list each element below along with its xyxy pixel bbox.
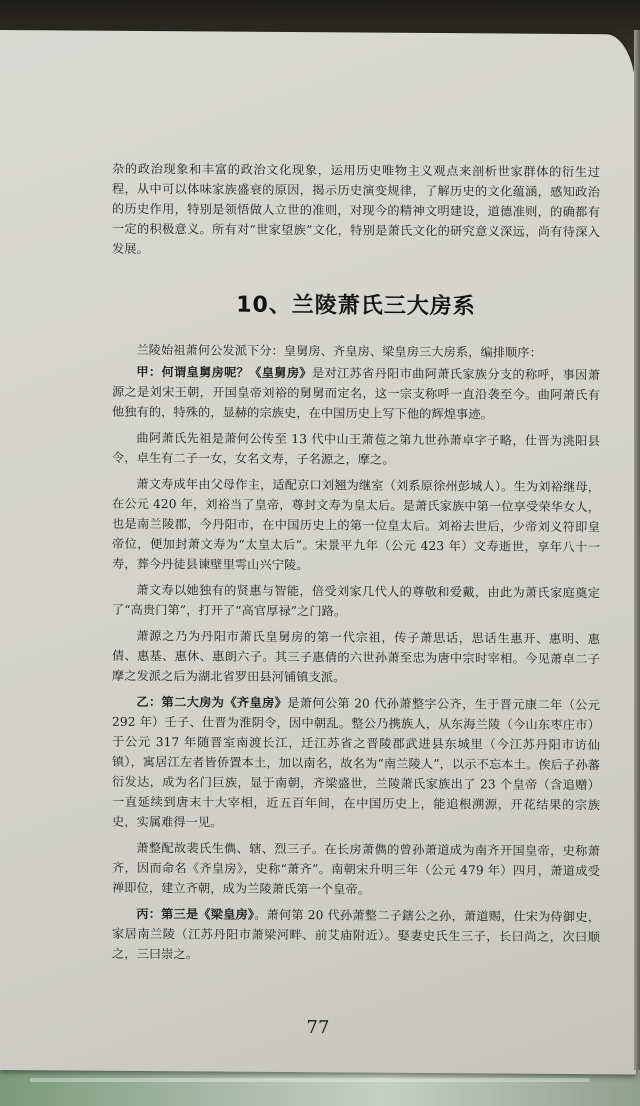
- body-paragraph: 丙：第三是《梁皇房》。萧何第 20 代孙萧整二子鎋公之孙，萧道赐，仕宋为侍御史，家居南兰陵（江苏丹阳市萧梁河畔、前艾庙附近）。娶妻史氏生三子，长曰尚之，次曰顺之，三曰崇之。: [112, 906, 600, 962]
- intro-paragraph-block: [112, 159, 600, 262]
- body-paragraph: 乙：第二大房为《齐皇房》是萧何公第 20 代孙萧整字公齐，生于晋元康二年（公元 292 年）壬子、仕晋为淮阴令，因中朝乱。整公乃携族人，从东海兰陵（今山东枣庄市）于公元 317 年随晋室南渡长江，迁江苏省之晋陵郡武进县东城里（今江苏丹阳市访仙镇），寓居江左者皆侨置本土，加以南名，故名为“南兰陵人”，以示不忘本土。俟后子孙蕃衍发达，成为名门巨族，显于南朝，齐梁盛世，兰陵萧氏家族出了 23 个皇帝（含追赠）一直延续到唐末十大宰相，近五百年间，在中国历史上，能追根溯源，开花结果的宗族史，实属难得一见。: [112, 694, 600, 830]
- surface-highlight: [30, 1078, 590, 1082]
- body-paragraph: 兰陵始祖萧何公发派下分：皇舅房、齐皇房、梁皇房三大房系，编排顺序：: [136, 342, 542, 360]
- body-paragraph: 萧文寿成年由父母作主，适配京口刘翘为继室（刘系原徐州彭城人）。生为刘裕继母，在公元 420 年，刘裕当了皇帝，尊封文寿为皇太后。是萧氏家族中第一位享受荣华女人，也是南兰陵郡，今丹阳市，在中国历史上的第一位皇太后。刘裕去世后，少帝刘义符即皇帝位，便加封萧文寿为“太皇太后”。宋景平九年（公元 423 年）文寿逝世，享年八十一寿，葬今丹徒县谏壁里雩山兴宁陵。: [112, 476, 600, 573]
- body-paragraph: 萧整配故裴氏生儁、辖、烈三子。在长房萧儁的曾孙萧道成为南齐开国皇帝，史称萧齐，因而命名《齐皇房》，史称“萧齐”。南朝宋升明三年（公元 479 年）四月，萧道成受禅即位，建立齐朝，成为兰陵萧氏第一个皇帝。: [112, 840, 600, 897]
- section-body: [112, 340, 600, 967]
- intro-paragraph: 杂的政治现象和丰富的政治文化现象，运用历史唯物主义观点来剖析世家群体的衍生过程，从中可以体味家族盛衰的原因，揭示历史演变规律，了解历史的文化蕴涵，感知政治的历史作用，特别是领悟做人立世的准则，对现今的精神文明建设，道德准则，的确都有一定的积极意义。所有对“世家望族”文化，特别是萧氏文化的研究意义深远，尚有待深入发展。: [112, 161, 600, 257]
- page-edge-shadow: [634, 30, 640, 1070]
- body-paragraph: 曲阿萧氏先祖是萧何公传至 13 代中山王萧苞之第九世孙萧卓字子略，仕晋为洮阳县令，卓生有二子一女，女名文寿，子名源之，摩之。: [112, 430, 600, 467]
- body-paragraph: 甲：何谓皇舅房呢？《皇舅房》是对江苏省丹阳市曲阿萧氏家族分支的称呼，事因萧源之是刘宋王朝，开国皇帝刘裕的舅舅而定名，这一宗支称呼一直沿袭至今。曲阿萧氏有他独有的，特殊的，显赫的宗族史，在中国历史上写下他的辉煌事迹。: [112, 364, 600, 422]
- body-paragraph: 萧源之乃为丹阳市萧氏皇舅房的第一代宗祖，传子萧思话，思话生惠开、惠明、惠倩、惠基、惠休、惠朗六子。其三子惠倩的六世孙萧至忠为唐中宗时宰相。今见萧卓二子摩之发派之后为湖北省罗田县河铺镇支派。: [112, 628, 600, 685]
- body-paragraph: 萧文寿以她独有的贤惠与智能，倍受刘家几代人的尊敬和爱戴，由此为萧氏家庭奠定了“高贵门第”，打开了“高官厚禄”之门路。: [112, 582, 600, 619]
- section-title: 10、兰陵萧氏三大房系: [236, 292, 476, 320]
- book-page: [0, 30, 636, 1074]
- page-number: 77: [306, 1017, 330, 1039]
- page-content: [112, 159, 600, 973]
